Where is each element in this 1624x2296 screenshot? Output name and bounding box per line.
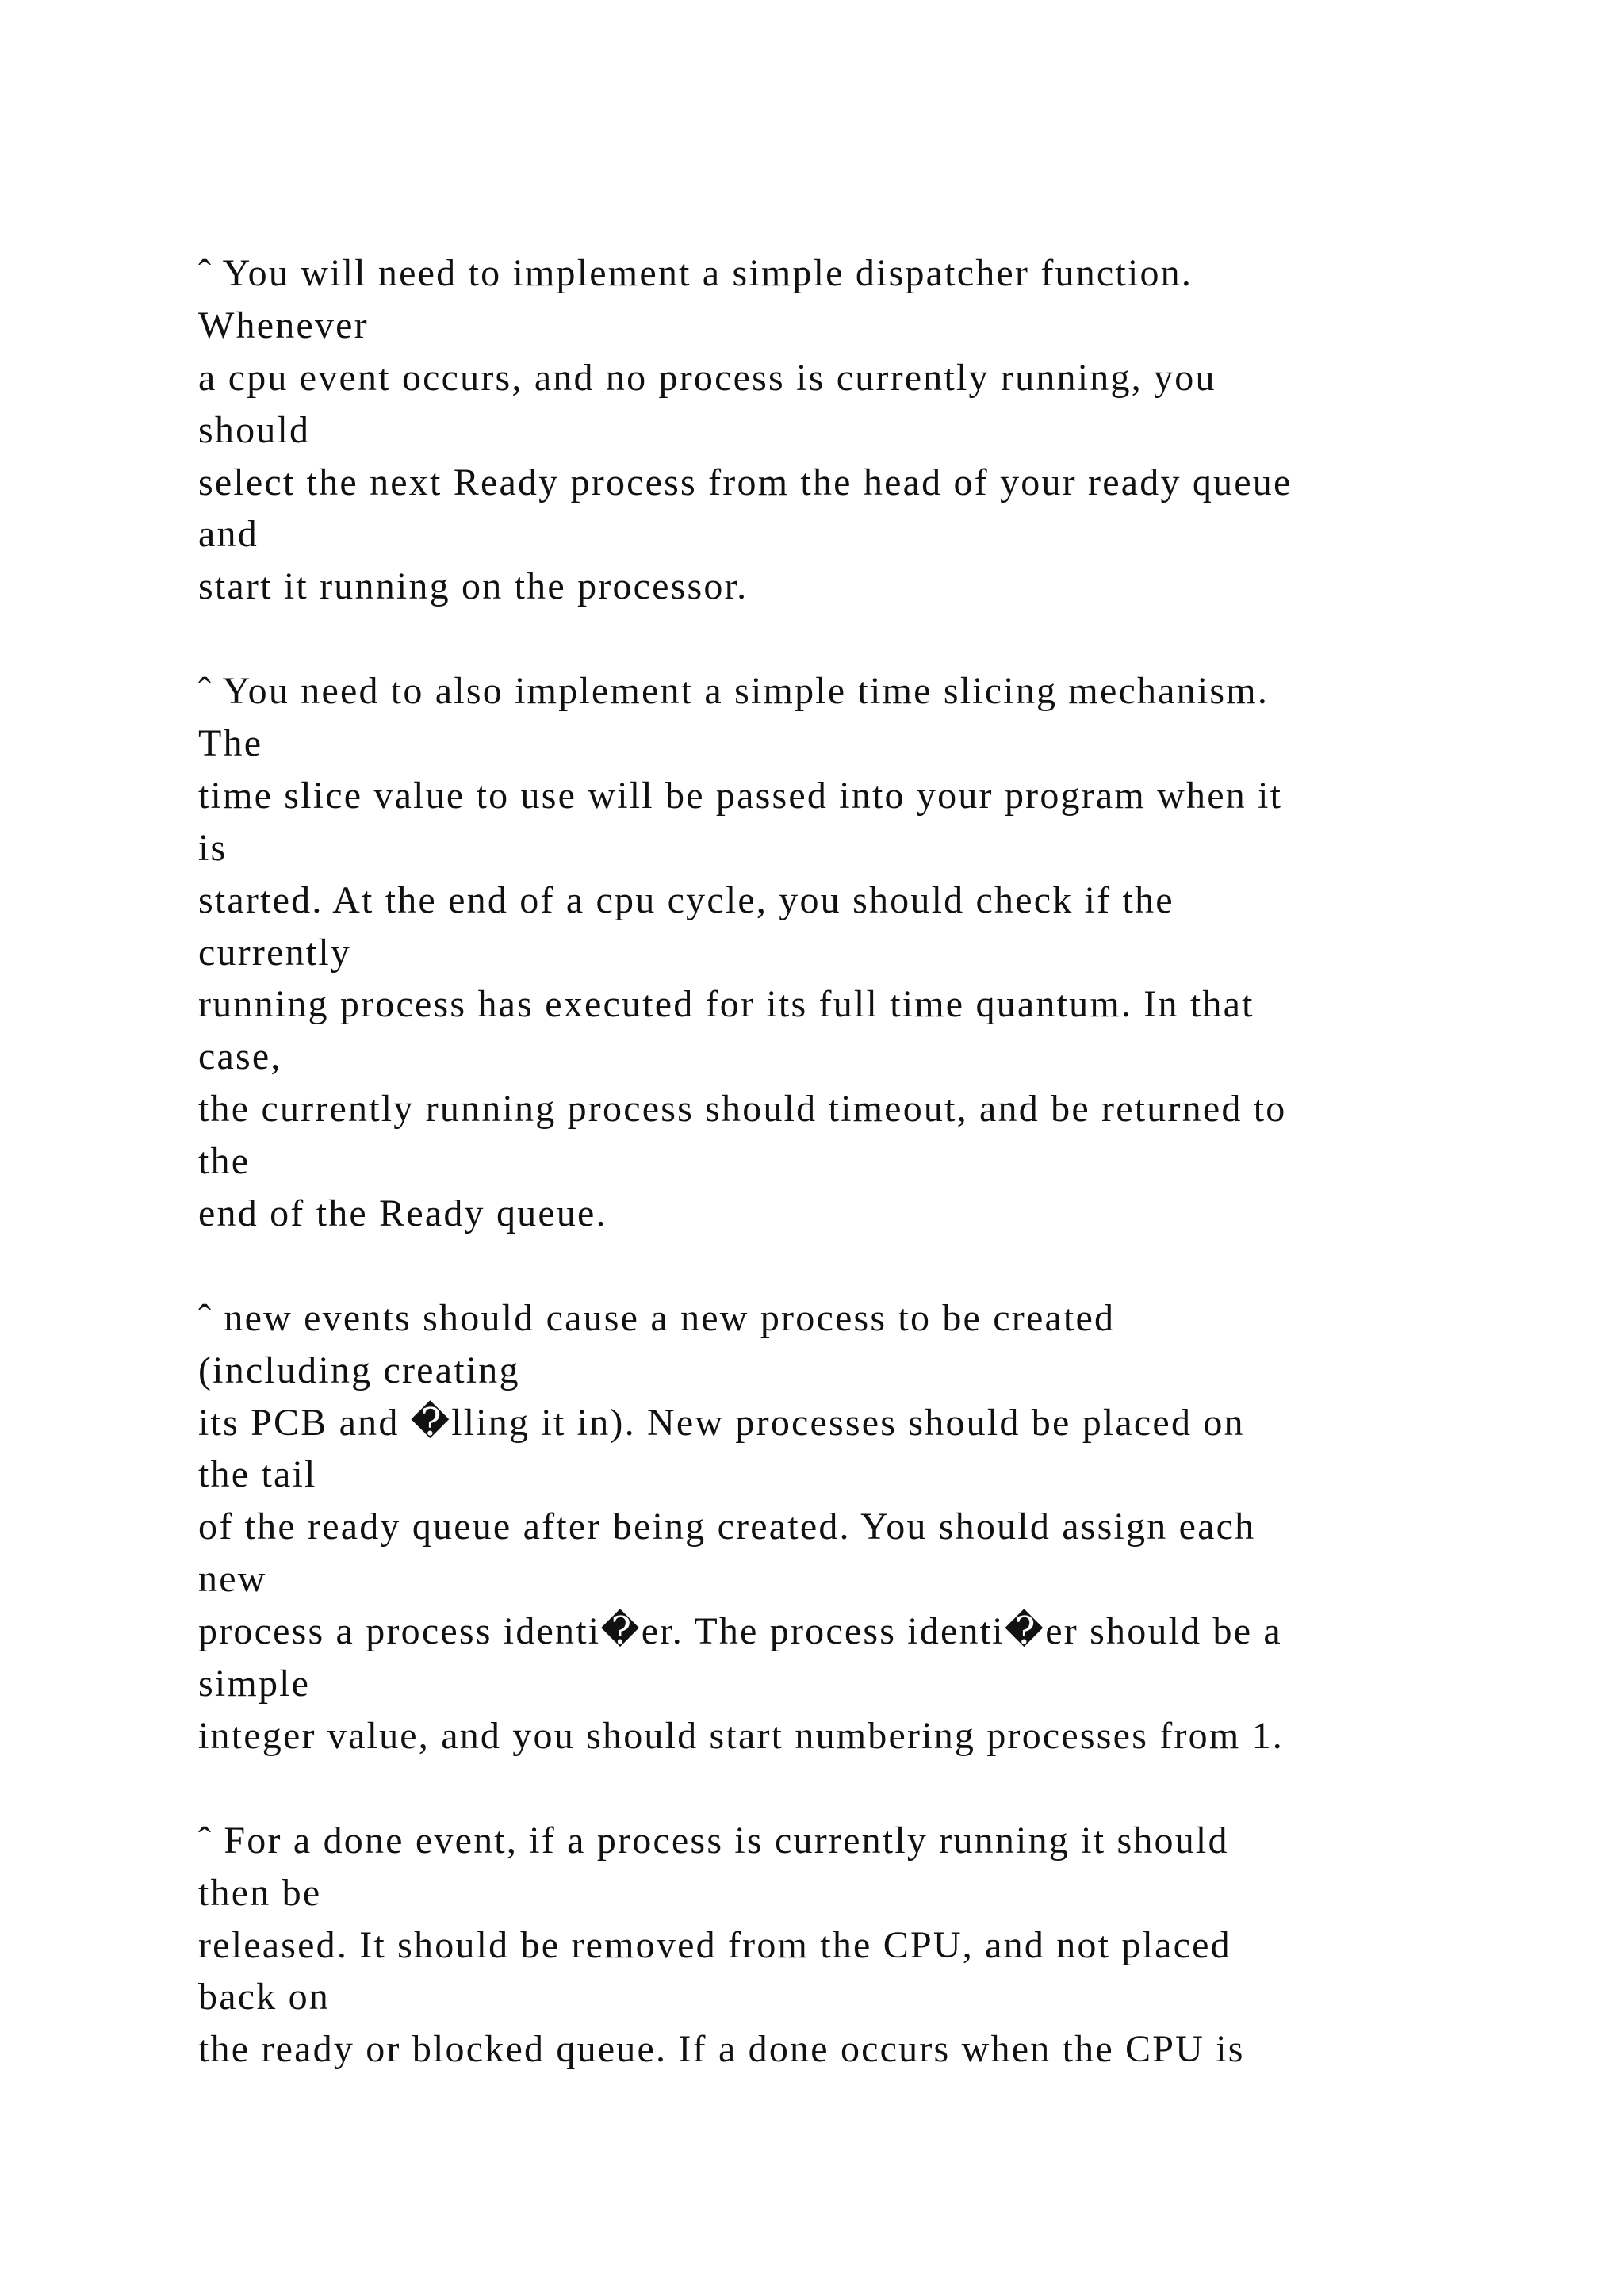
paragraph-time-slicing [198, 665, 1546, 1240]
paragraph-spacer [198, 613, 1546, 665]
text-line: The [198, 722, 263, 765]
text-line: integer value, and you should start numbering processes from 1. [198, 1714, 1284, 1757]
text-line: end of the Ready queue. [198, 1192, 607, 1235]
text-line: ˆ You need to also implement a simple time slicing mechanism. [198, 670, 1270, 713]
text-line: Whenever [198, 304, 369, 346]
paragraph-new-events [198, 1292, 1546, 1762]
text-line: its PCB and �lling it in). New processes should be placed on [198, 1401, 1245, 1444]
text-line: and [198, 513, 259, 556]
text-line: the [198, 1140, 251, 1183]
text-line: currently [198, 931, 352, 974]
text-line: start it running on the processor. [198, 565, 749, 608]
text-line: back on [198, 1976, 331, 2019]
text-line: time slice value to use will be passed into your program when it [198, 774, 1283, 817]
text-line: the ready or blocked queue. If a done occurs when the CPU is [198, 2028, 1245, 2071]
paragraph-spacer [198, 1240, 1546, 1292]
text-line: ˆ For a done event, if a process is currently running it should [198, 1819, 1229, 1862]
text-line: ˆ You will need to implement a simple dispatcher function. [198, 252, 1193, 294]
paragraph-done-event [198, 1815, 1546, 2076]
text-line: (including creating [198, 1349, 520, 1391]
text-line: the tail [198, 1453, 317, 1496]
text-line: the currently running process should timeout, and be returned to [198, 1088, 1287, 1131]
paragraph-spacer [198, 1762, 1546, 1815]
text-line: started. At the end of a cpu cycle, you should check if the [198, 878, 1174, 921]
text-line: simple [198, 1663, 311, 1705]
paragraph-dispatcher [198, 247, 1546, 613]
text-line: is [198, 826, 228, 869]
document-body [198, 247, 1546, 2076]
text-line: process a process identi�er. The process identi�er should be a [198, 1610, 1282, 1653]
text-line: released. It should be removed from the CPU, and not placed [198, 1923, 1231, 1966]
text-line: running process has executed for its full time quantum. In that [198, 983, 1254, 1026]
text-line: then be [198, 1871, 322, 1914]
text-line: select the next Ready process from the head of your ready queue [198, 461, 1293, 503]
text-line: should [198, 408, 311, 451]
text-line: new [198, 1558, 267, 1601]
text-line: of the ready queue after being created. You should assign each [198, 1506, 1256, 1548]
text-line: ˆ new events should cause a new process to be created [198, 1296, 1116, 1339]
text-line: case, [198, 1035, 282, 1078]
text-line: a cpu event occurs, and no process is currently running, you [198, 356, 1216, 399]
